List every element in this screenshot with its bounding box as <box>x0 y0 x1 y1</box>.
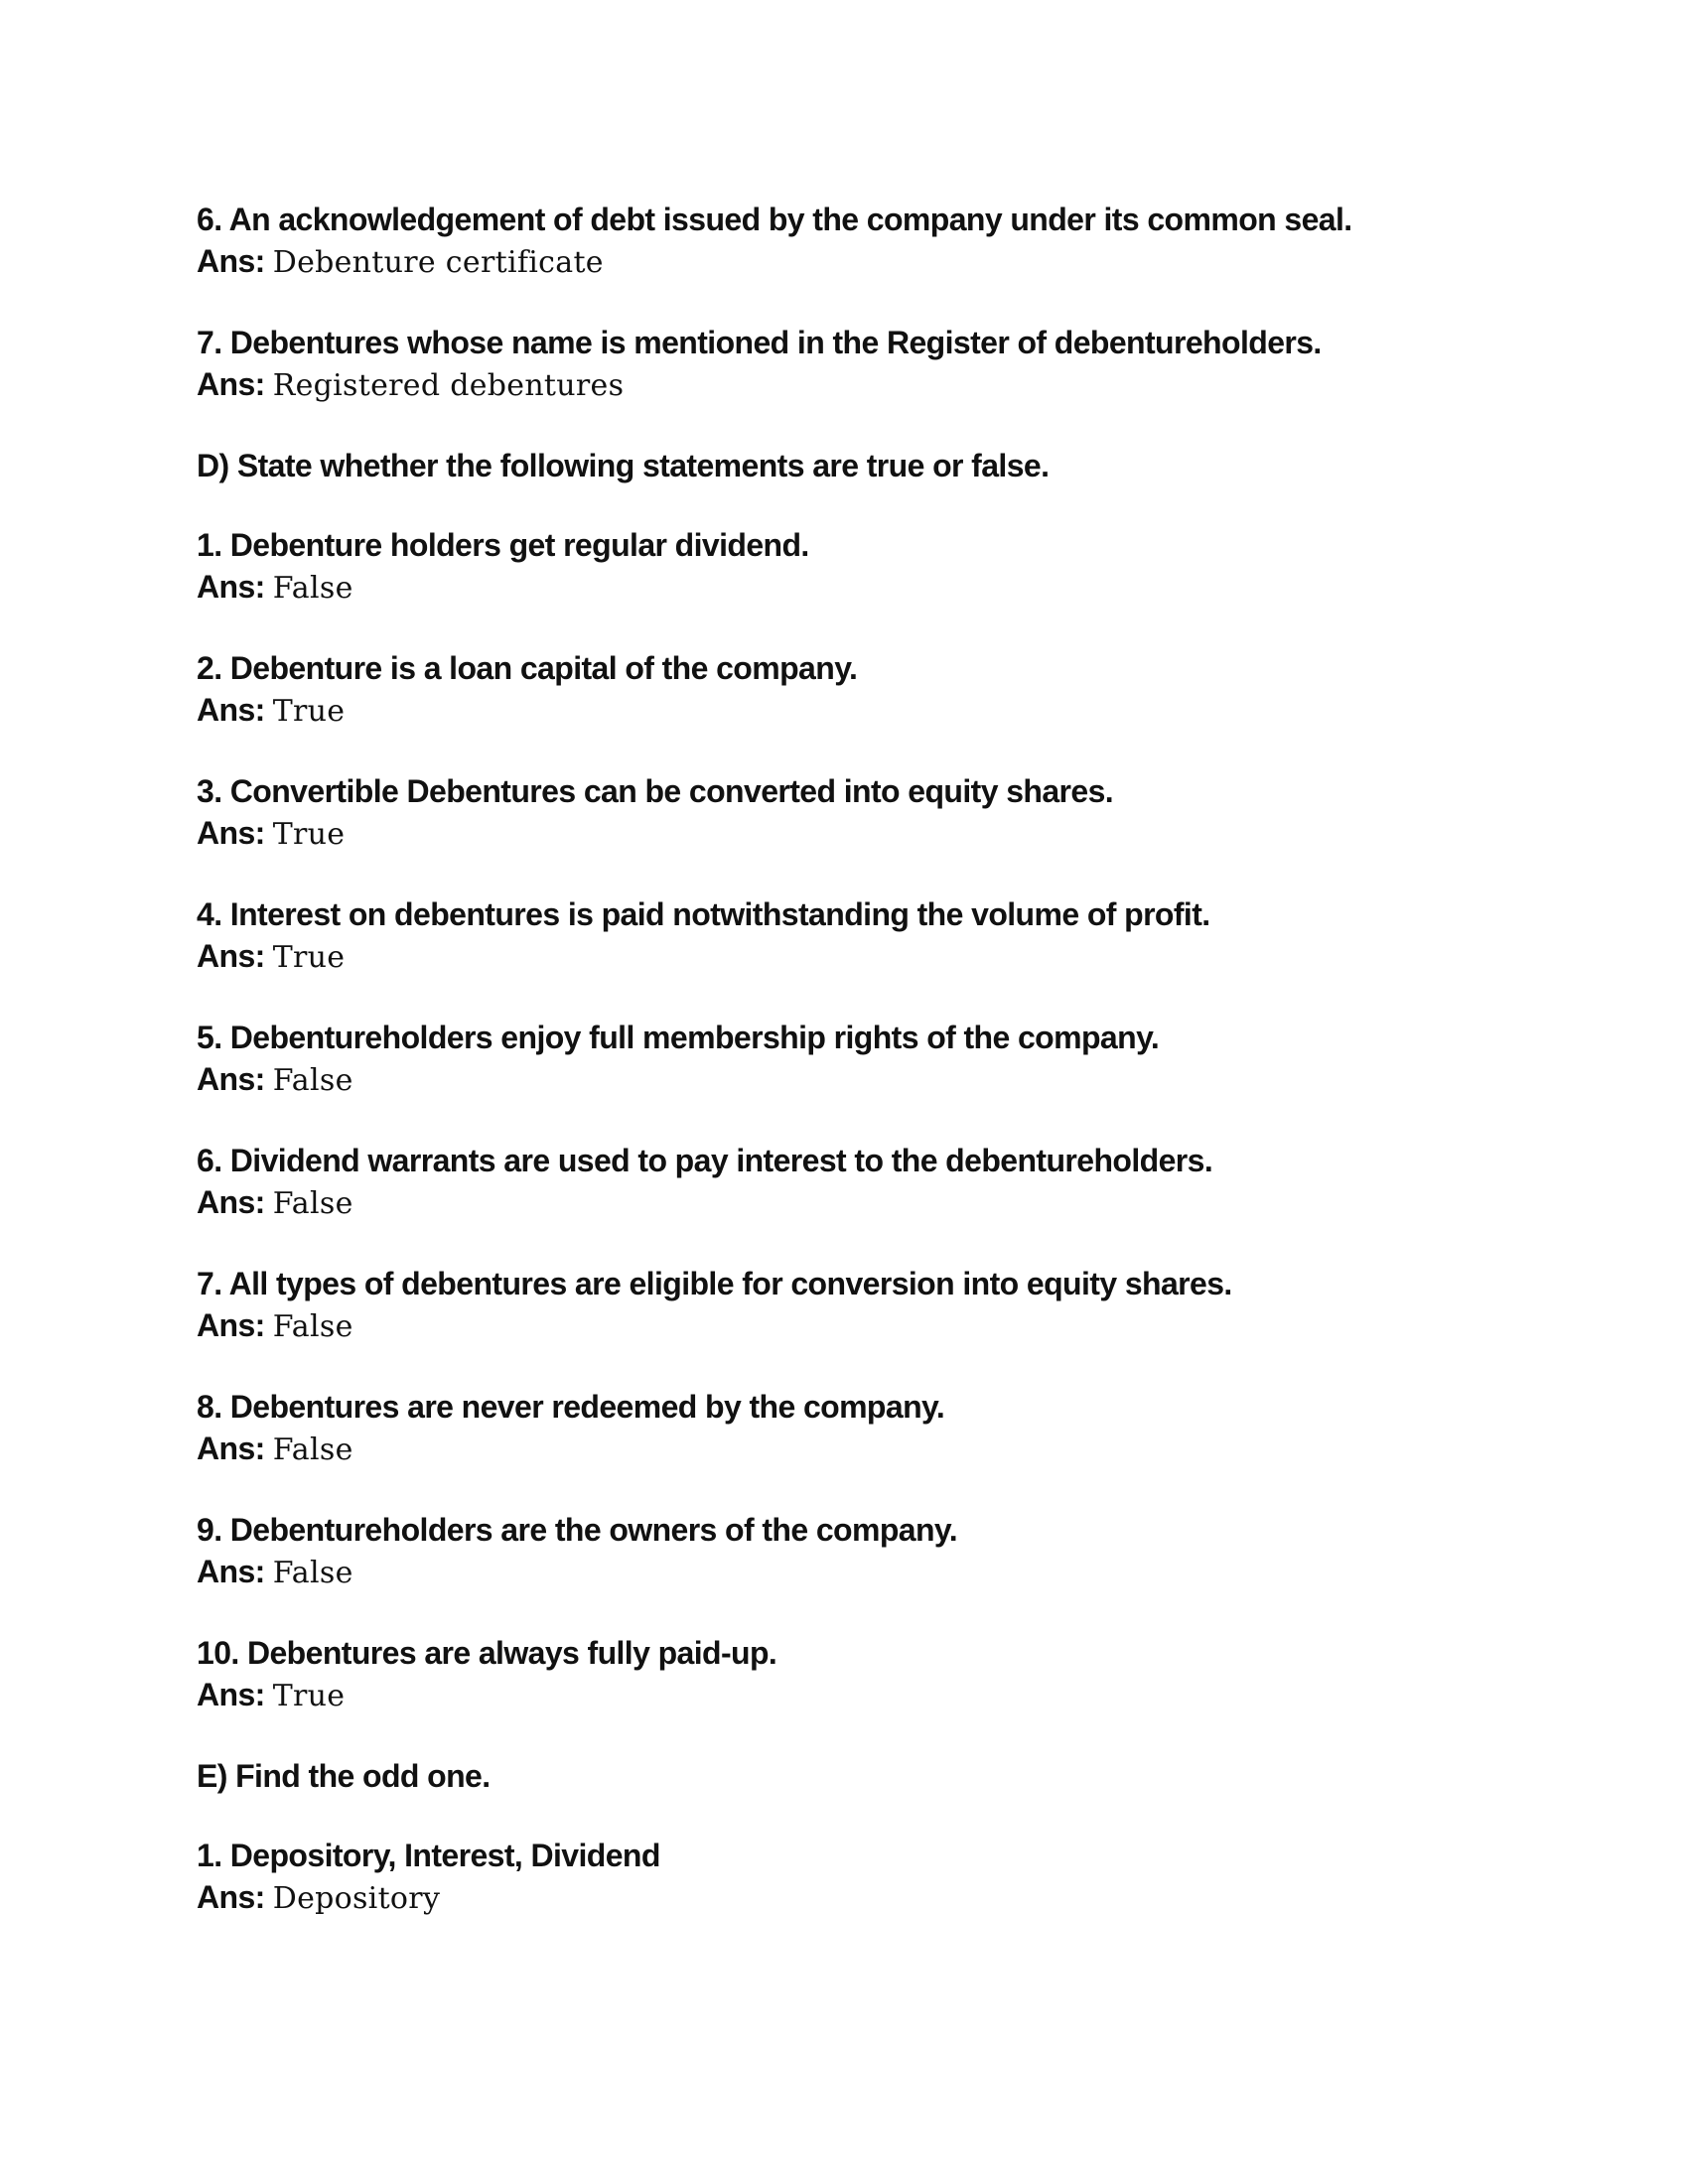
answer-value: True <box>272 694 346 729</box>
question-item <box>197 322 1487 407</box>
question-text: 1. Debenture holders get regular dividend. <box>197 527 809 563</box>
answer-line <box>197 1428 1487 1471</box>
answer-label: Ans: <box>197 1184 265 1220</box>
answer-label: Ans: <box>197 243 265 279</box>
answer-line <box>197 1304 1487 1348</box>
answer-label: Ans: <box>197 366 265 402</box>
question-item <box>197 647 1487 733</box>
answer-line <box>197 240 1487 284</box>
answer-value: False <box>272 571 353 606</box>
answer-value: Depository <box>272 1881 441 1916</box>
question-text: 9. Debentureholders are the owners of the company. <box>197 1512 958 1548</box>
question-text: 4. Interest on debentures is paid notwithstanding the volume of profit. <box>197 896 1210 932</box>
question-item <box>197 199 1487 284</box>
answer-value: False <box>272 1556 353 1590</box>
section-d-heading: D) State whether the following statements are true or false. <box>197 448 1050 483</box>
answer-line <box>197 689 1487 733</box>
question-item <box>197 1509 1487 1594</box>
answer-line <box>197 1181 1487 1225</box>
question-text: 10. Debentures are always fully paid-up. <box>197 1635 777 1671</box>
question-item <box>197 1263 1487 1348</box>
answer-value: False <box>272 1433 353 1467</box>
question-item <box>197 1140 1487 1225</box>
question-text: 5. Debentureholders enjoy full membership rights of the company. <box>197 1020 1160 1055</box>
question-text: 1. Depository, Interest, Dividend <box>197 1838 660 1873</box>
document-page <box>197 199 1487 1958</box>
answer-value: True <box>272 817 346 852</box>
question-text: 8. Debentures are never redeemed by the company. <box>197 1389 945 1425</box>
answer-line <box>197 812 1487 856</box>
answer-value: False <box>272 1063 353 1098</box>
answer-label: Ans: <box>197 1677 265 1712</box>
answer-value: True <box>272 1679 346 1713</box>
question-text: 6. An acknowledgement of debt issued by the company under its common seal. <box>197 202 1352 237</box>
answer-line <box>197 363 1487 407</box>
answer-label: Ans: <box>197 815 265 851</box>
answer-value: False <box>272 1309 353 1344</box>
answer-label: Ans: <box>197 1554 265 1589</box>
answer-value: Debenture certificate <box>272 245 604 280</box>
question-text: 7. Debentures whose name is mentioned in the Register of debentureholders. <box>197 325 1322 360</box>
answer-line <box>197 566 1487 610</box>
question-item <box>197 1632 1487 1717</box>
answer-line <box>197 935 1487 979</box>
answer-line <box>197 1674 1487 1717</box>
question-text: 6. Dividend warrants are used to pay interest to the debentureholders. <box>197 1143 1213 1178</box>
question-item <box>197 893 1487 979</box>
answer-label: Ans: <box>197 569 265 605</box>
answer-value: Registered debentures <box>272 368 625 403</box>
question-text: 2. Debenture is a loan capital of the company. <box>197 650 858 686</box>
answer-line <box>197 1551 1487 1594</box>
answer-label: Ans: <box>197 1431 265 1466</box>
question-item <box>197 770 1487 856</box>
question-item <box>197 1017 1487 1102</box>
section-e-heading: E) Find the odd one. <box>197 1758 491 1794</box>
answer-label: Ans: <box>197 938 265 974</box>
question-item <box>197 1386 1487 1471</box>
answer-label: Ans: <box>197 1061 265 1097</box>
answer-line <box>197 1876 1487 1920</box>
answer-label: Ans: <box>197 1879 265 1915</box>
answer-value: True <box>272 940 346 975</box>
answer-label: Ans: <box>197 692 265 728</box>
question-item <box>197 1835 1487 1920</box>
answer-line <box>197 1058 1487 1102</box>
answer-label: Ans: <box>197 1307 265 1343</box>
question-text: 7. All types of debentures are eligible for conversion into equity shares. <box>197 1266 1232 1301</box>
question-text: 3. Convertible Debentures can be converted into equity shares. <box>197 773 1114 809</box>
answer-value: False <box>272 1186 353 1221</box>
question-item <box>197 524 1487 610</box>
